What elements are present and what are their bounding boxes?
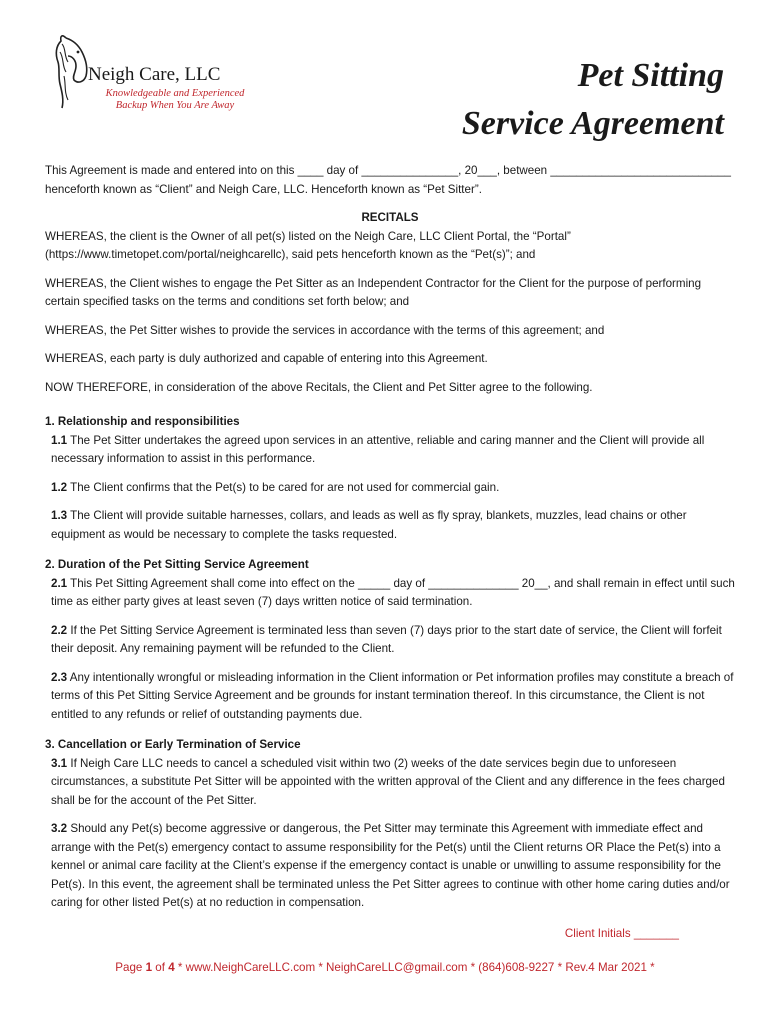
title-line1: Pet Sitting [577,57,724,94]
clause-paragraph [45,479,735,498]
clause-text: If Neigh Care LLC needs to cancel a scheduled visit within two (2) weeks of the date services begin due to unforeseen circumstances, a substitute Pet Sitter will be appointed with the written approval of the Client and any difference in the fees charged shall be for the account of the Pet Sitter. [51,756,725,807]
footer-page-prefix: Page [115,961,146,974]
title-line2: Service Agreement [461,105,724,142]
recitals-heading: RECITALS [361,211,419,224]
clause-text: Should any Pet(s) become aggressive or dangerous, the Pet Sitter may terminate this Agreement with immediate effect and arrange with the Pet(s) emergency contact to assume responsibility for the Pet(s) until the Client returns OR Place the Pet(s) into a kennel or animal care facility at the Client’s expense if the emergency contact is unable or unwilling to assume responsibility for the Pet(s). In this event, the agreement shall be terminated unless the Pet Sitter agrees to continue with other home caring duties and/or caring for other listed Pet(s) at no reduction in compensation. [51,822,730,909]
footer-page-total: 4 [168,961,175,974]
clause-number: 1.3 [51,509,68,522]
clause-paragraph [45,507,735,544]
intro-paragraph: This Agreement is made and entered into on this ____ day of _______________, 20___, between ____________________________ henceforth known as “Client” and Neigh Care, LLC. Henceforth known as “Pet Sitter”. [45,164,731,196]
clause-number: 1.2 [51,480,68,494]
footer-page-number: 1 [145,961,153,974]
logo-tagline-line2: Backup When You Are Away [115,100,235,111]
recital-paragraph: WHEREAS, the client is the Owner of all pet(s) listed on the Neigh Care, LLC Client Portal, the “Portal” (https://www.timetopet.com/portal/neighcarellc), said pets henceforth known as the “Pet(s)”; and [45,229,571,261]
client-initials-field: Client Initials _______ [564,927,679,940]
document-title [462,52,724,148]
logo-tagline [90,88,260,112]
clause-number: 1.1 [51,433,68,447]
clause-number: 3.1 [51,756,68,770]
section-heading: 2. Duration of the Pet Sitting Service Agreement [45,558,309,571]
clause-text: Any intentionally wrongful or misleading information in the Client information or Pet information profiles may constitute a breach of terms of this Pet Sitting Service Agreement and be grounds for instant termination thereof. In this circumstance, the Client is not entitled to any refunds or relief of outstanding payments due. [51,670,734,721]
section-heading: 1. Relationship and responsibilities [45,415,240,428]
clause-text: The Pet Sitter undertakes the agreed upon services in an attentive, reliable and caring manner and the Client will provide all necessary information to assist in this performance. [51,433,705,465]
footer-contact-info: * www.NeighCareLLC.com * NeighCareLLC@gmail.com * (864)608-9227 * Rev.4 Mar 2021 * [174,961,655,974]
clause-paragraph [45,432,735,469]
clause-number: 2.2 [51,623,68,637]
clause-paragraph [45,669,735,725]
footer-page-of: of [152,961,169,974]
agreement-body [45,162,735,923]
clause-number: 2.3 [51,670,68,684]
clause-text: The Client confirms that the Pet(s) to be cared for are not used for commercial gain. [67,480,500,494]
section-heading: 3. Cancellation or Early Termination of Service [45,738,301,751]
clause-number: 2.1 [51,576,68,590]
clause-text: The Client will provide suitable harnesses, collars, and leads as well as fly spray, blankets, muzzles, lead chains or other equipment as would be necessary to complete the tasks requested. [51,509,687,541]
clause-number: 3.2 [51,822,68,835]
recital-paragraph: WHEREAS, the Pet Sitter wishes to provide the services in accordance with the terms of this agreement; and [45,323,605,337]
clause-paragraph [45,755,735,811]
clause-paragraph [45,622,735,659]
recital-paragraph: NOW THEREFORE, in consideration of the above Recitals, the Client and Pet Sitter agree to the following. [45,380,593,394]
recital-paragraph: WHEREAS, each party is duly authorized and capable of entering into this Agreement. [45,352,488,365]
recital-paragraph: WHEREAS, the Client wishes to engage the Pet Sitter as an Independent Contractor for the Client for the purpose of performing certain specified tasks on the terms and conditions set forth below; and [45,276,702,308]
page-footer [0,961,770,974]
company-logo [52,32,262,122]
clause-text: If the Pet Sitting Service Agreement is terminated less than seven (7) days prior to the start date of service, the Client will forfeit their deposit. Any remaining payment will be refunded to the Client. [51,623,722,655]
clause-paragraph [45,820,735,913]
clause-paragraph [45,575,735,612]
logo-company-name: Neigh Care, LLC [88,64,221,85]
logo-tagline-line1: Knowledgeable and Experienced [105,88,245,99]
clause-text: This Pet Sitting Agreement shall come into effect on the _____ day of ______________ 20__, and shall remain in effect until such time as either party gives at least seven (7) days written notice of said termination. [51,576,735,608]
